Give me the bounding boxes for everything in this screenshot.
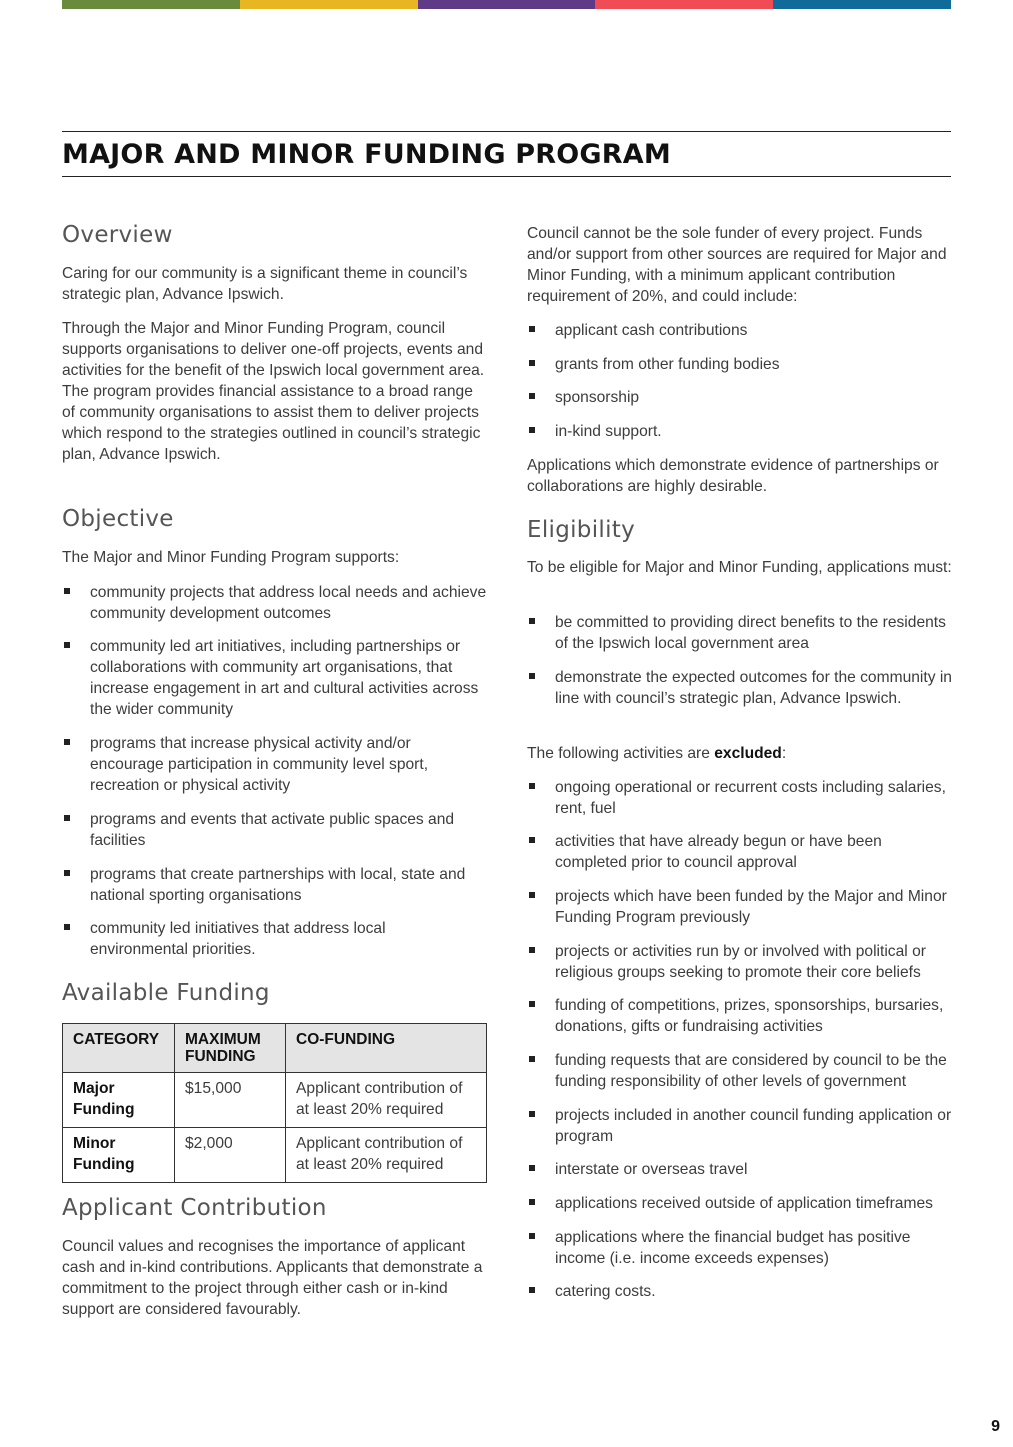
eligibility-heading: Eligibility bbox=[527, 517, 636, 543]
list-item bbox=[62, 733, 487, 796]
list-item-text: applications received outside of application timeframes bbox=[555, 1195, 933, 1212]
list-item-text: projects which have been funded by the Major and Minor Funding Program previously bbox=[555, 888, 947, 926]
cell-category: Minor Funding bbox=[63, 1128, 175, 1183]
list-item-text: activities that have already begun or have been completed prior to council approval bbox=[555, 833, 882, 871]
list-item bbox=[62, 636, 487, 720]
bullet-square-icon bbox=[529, 837, 535, 843]
color-bar-segment bbox=[595, 0, 773, 9]
list-item bbox=[62, 864, 487, 906]
excluded-intro bbox=[527, 743, 955, 764]
bullet-square-icon bbox=[529, 783, 535, 789]
list-item bbox=[527, 1105, 955, 1147]
list-item bbox=[527, 1159, 955, 1180]
bullet-square-icon bbox=[529, 360, 535, 366]
list-item bbox=[527, 1281, 955, 1302]
list-item-text: community led art initiatives, including partnerships or collaborations with community art organisations, that increase engagement in art and cultural activities across the wider community bbox=[90, 638, 479, 718]
list-item-text: demonstrate the expected outcomes for the community in line with council’s strategic plan, Advance Ipswich. bbox=[555, 669, 952, 707]
list-item-text: ongoing operational or recurrent costs including salaries, rent, fuel bbox=[555, 779, 946, 817]
cell-co-funding: Applicant contribution of at least 20% required bbox=[286, 1128, 487, 1183]
bullet-square-icon bbox=[529, 1233, 535, 1239]
list-item-text: community led initiatives that address local environmental priorities. bbox=[90, 920, 386, 958]
page-number: 9 bbox=[991, 1418, 1000, 1435]
bullet-square-icon bbox=[529, 947, 535, 953]
list-item-text: applicant cash contributions bbox=[555, 322, 748, 339]
bullet-square-icon bbox=[64, 588, 70, 594]
overview-heading: Overview bbox=[62, 222, 173, 248]
list-item bbox=[527, 387, 955, 408]
page-title: MAJOR AND MINOR FUNDING PROGRAM bbox=[62, 139, 671, 170]
color-bar-segment bbox=[62, 0, 240, 9]
cell-maximum: $2,000 bbox=[175, 1128, 286, 1183]
applicant-contribution-paragraph: Council values and recognises the importance of applicant cash and in-kind contributions. Applicants that demonstrate a commitment to the project through either cash or in-kind support are considered favourably. bbox=[62, 1238, 483, 1318]
bullet-square-icon bbox=[529, 1199, 535, 1205]
list-item-text: community projects that address local needs and achieve community development outcomes bbox=[90, 584, 487, 622]
list-item bbox=[527, 421, 955, 442]
bullet-square-icon bbox=[529, 393, 535, 399]
table-row bbox=[63, 1128, 487, 1183]
bullet-square-icon bbox=[529, 1165, 535, 1171]
list-item bbox=[527, 612, 955, 654]
bullet-square-icon bbox=[529, 326, 535, 332]
bullet-square-icon bbox=[64, 642, 70, 648]
list-item-text: programs and events that activate public spaces and facilities bbox=[90, 811, 455, 849]
list-item bbox=[62, 918, 487, 960]
partnership-paragraph: Applications which demonstrate evidence of partnerships or collaborations are highly desirable. bbox=[527, 457, 939, 495]
excluded-prefix: The following activities are bbox=[527, 745, 715, 762]
list-item-text: projects included in another council funding application or program bbox=[555, 1107, 952, 1145]
co-funding-intro: Council cannot be the sole funder of every project. Funds and/or support from other sources are required for Major and Minor Funding, with a minimum applicant contribution requirement of 20%, and could include: bbox=[527, 225, 947, 305]
eligibility-intro: To be eligible for Major and Minor Funding, applications must: bbox=[527, 559, 952, 576]
overview-paragraph-1: Caring for our community is a significant theme in council’s strategic plan, Advance Ipswich. bbox=[62, 265, 468, 303]
overview-paragraph-2: Through the Major and Minor Funding Program, council supports organisations to deliver one-off projects, events and activities for the benefit of the Ipswich local government area. The program provides financial assistance to a broad range of community organisations to assist them to deliver projects which respond to the strategies outlined in council’s strategic plan, Advance Ipswich. bbox=[62, 320, 485, 463]
bullet-square-icon bbox=[529, 892, 535, 898]
list-item bbox=[527, 354, 955, 375]
header-category: CATEGORY bbox=[63, 1024, 175, 1073]
list-item bbox=[527, 1050, 955, 1092]
objective-intro: The Major and Minor Funding Program supports: bbox=[62, 549, 400, 566]
bullet-square-icon bbox=[529, 673, 535, 679]
list-item-text: catering costs. bbox=[555, 1283, 656, 1300]
cell-category: Major Funding bbox=[63, 1073, 175, 1128]
header-maximum-funding: MAXIMUM FUNDING bbox=[175, 1024, 286, 1073]
list-item bbox=[527, 995, 955, 1037]
list-item-text: funding of competitions, prizes, sponsorships, bursaries, donations, gifts or fundraising activities bbox=[555, 997, 944, 1035]
list-item-text: projects or activities run by or involved with political or religious groups seeking to promote their core beliefs bbox=[555, 943, 926, 981]
objective-heading: Objective bbox=[62, 506, 174, 532]
table-header-row bbox=[63, 1024, 487, 1073]
list-item-text: grants from other funding bodies bbox=[555, 356, 780, 373]
list-item-text: in-kind support. bbox=[555, 423, 662, 440]
cell-maximum: $15,000 bbox=[175, 1073, 286, 1128]
header-co-funding: CO-FUNDING bbox=[286, 1024, 487, 1073]
applicant-contribution-heading: Applicant Contribution bbox=[62, 1195, 327, 1221]
table-row bbox=[63, 1073, 487, 1128]
title-block bbox=[62, 131, 951, 177]
bullet-square-icon bbox=[64, 739, 70, 745]
list-item bbox=[527, 320, 955, 341]
bullet-square-icon bbox=[529, 1111, 535, 1117]
list-item bbox=[527, 831, 955, 873]
bullet-square-icon bbox=[529, 618, 535, 624]
list-item-text: be committed to providing direct benefits to the residents of the Ipswich local government area bbox=[555, 614, 946, 652]
list-item-text: programs that create partnerships with local, state and national sporting organisations bbox=[90, 866, 466, 904]
list-item-text: funding requests that are considered by council to be the funding responsibility of other levels of government bbox=[555, 1052, 947, 1090]
excluded-word: excluded bbox=[714, 745, 782, 762]
list-item bbox=[527, 667, 955, 709]
list-item bbox=[62, 809, 487, 851]
list-item-text: interstate or overseas travel bbox=[555, 1161, 748, 1178]
bullet-square-icon bbox=[64, 815, 70, 821]
list-item bbox=[62, 582, 487, 624]
list-item-text: programs that increase physical activity and/or encourage participation in community level sport, recreation or physical activity bbox=[90, 735, 429, 794]
color-bar-segment bbox=[240, 0, 418, 9]
bullet-square-icon bbox=[64, 924, 70, 930]
bullet-square-icon bbox=[529, 1001, 535, 1007]
list-item bbox=[527, 1193, 955, 1214]
list-item bbox=[527, 777, 955, 819]
available-funding-heading: Available Funding bbox=[62, 980, 270, 1006]
cell-co-funding: Applicant contribution of at least 20% required bbox=[286, 1073, 487, 1128]
bullet-square-icon bbox=[529, 1056, 535, 1062]
color-bar-segment bbox=[773, 0, 951, 9]
list-item-text: applications where the financial budget has positive income (i.e. income exceeds expenses) bbox=[555, 1229, 911, 1267]
bullet-square-icon bbox=[529, 1287, 535, 1293]
top-color-bar bbox=[62, 0, 951, 9]
list-item bbox=[527, 941, 955, 983]
list-item bbox=[527, 1227, 955, 1269]
funding-table bbox=[62, 1023, 487, 1183]
bullet-square-icon bbox=[64, 870, 70, 876]
list-item-text: sponsorship bbox=[555, 389, 640, 406]
list-item bbox=[527, 886, 955, 928]
excluded-suffix: : bbox=[781, 745, 787, 762]
color-bar-segment bbox=[418, 0, 596, 9]
bullet-square-icon bbox=[529, 427, 535, 433]
